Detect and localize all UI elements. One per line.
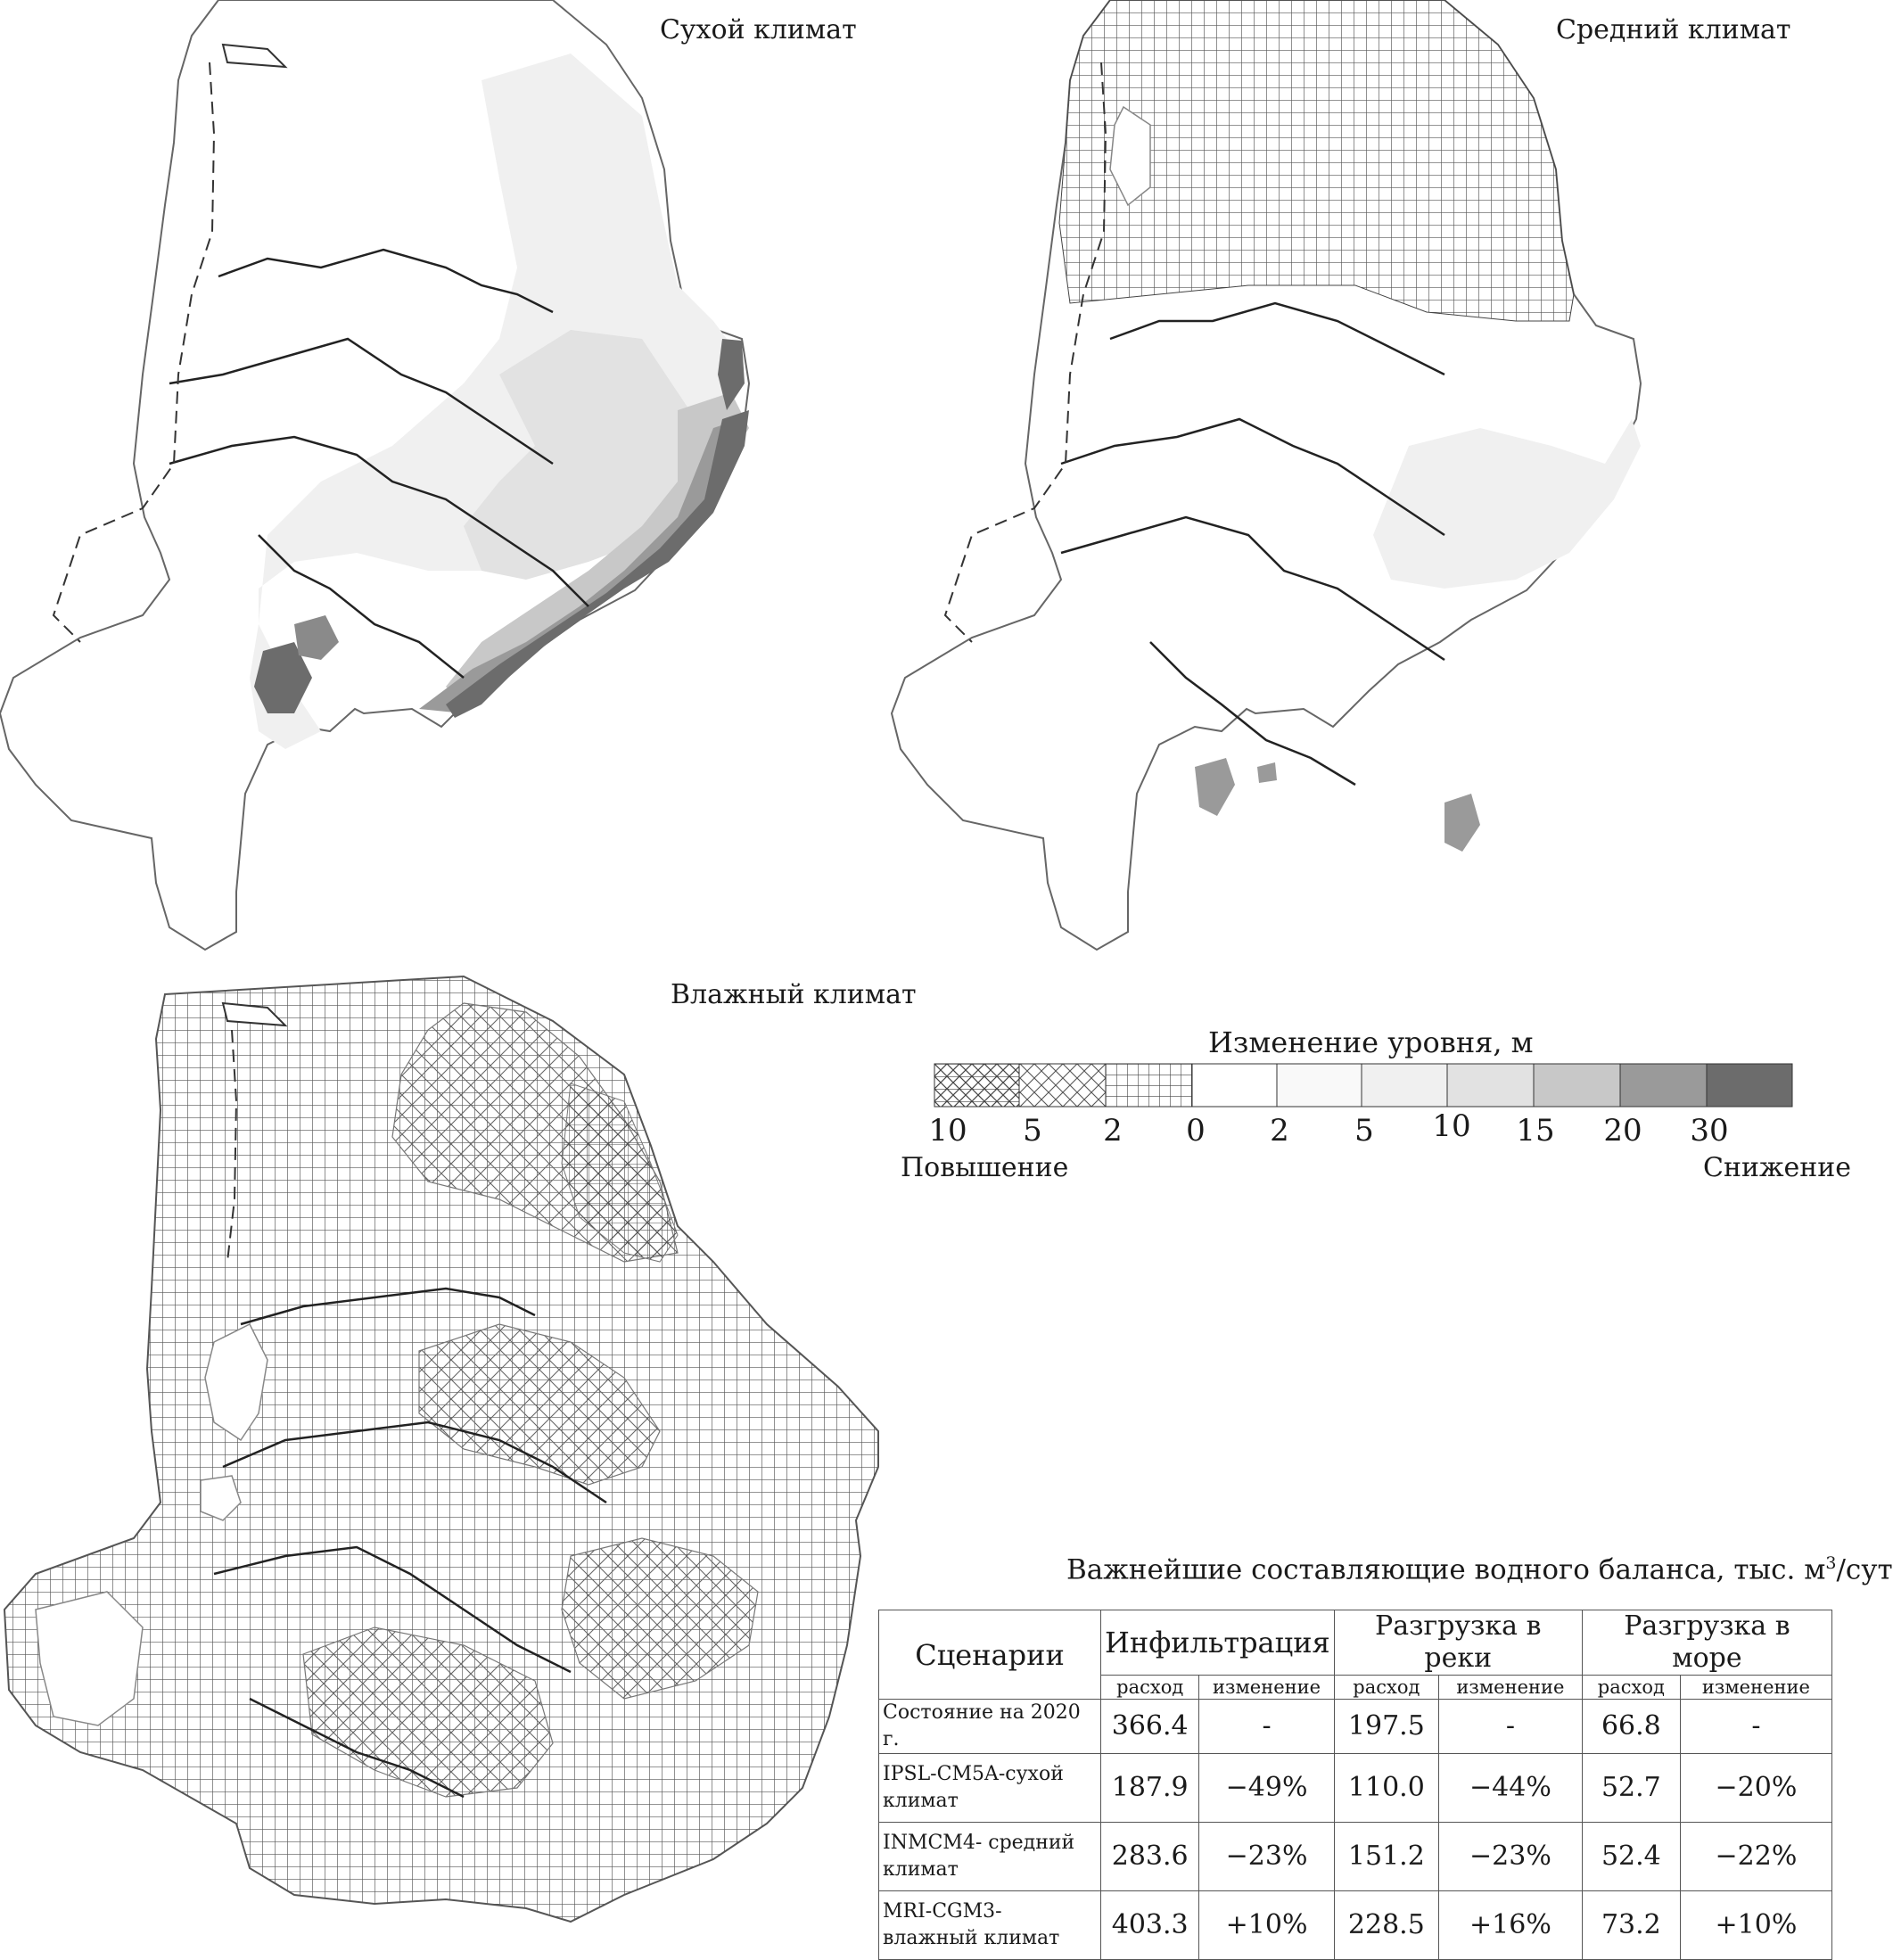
- sea-flow: 66.8: [1582, 1700, 1680, 1754]
- table-header-row: [879, 1610, 1832, 1676]
- infiltration-change: -: [1199, 1700, 1334, 1754]
- river-change: -: [1439, 1700, 1583, 1754]
- scenario-name: Состояние на 2020 г.: [879, 1700, 1101, 1754]
- infiltration-change: −23%: [1199, 1823, 1334, 1891]
- wet-climate-map: [4, 976, 878, 1922]
- river-change: +16%: [1439, 1891, 1583, 1960]
- medium-climate-map: [892, 0, 1641, 950]
- legend-rise-0-2: [1106, 1064, 1192, 1107]
- scenario-name: INMCM4- средний климат: [879, 1823, 1101, 1891]
- legend-tick: 10: [1432, 1108, 1471, 1144]
- scenario-name: IPSL-CM5A-сухой климат: [879, 1754, 1101, 1823]
- subheader-flow: расход: [1582, 1676, 1680, 1700]
- sea-change: +10%: [1680, 1891, 1831, 1960]
- infiltration-change: −49%: [1199, 1754, 1334, 1823]
- legend-drop-20-30: [1620, 1064, 1707, 1107]
- legend-color-bar: [934, 1064, 1799, 1108]
- legend-drop-15-20: [1534, 1064, 1620, 1107]
- legend-tick: 0: [1186, 1113, 1206, 1149]
- river-change: −23%: [1439, 1823, 1583, 1891]
- legend-tick: 15: [1516, 1113, 1555, 1149]
- table-title-sup: 3: [1825, 1553, 1837, 1573]
- dry-climate-map: [0, 0, 749, 950]
- subheader-change: изменение: [1439, 1676, 1583, 1700]
- medium-map-title: Средний климат: [1556, 14, 1791, 45]
- legend-tick: 5: [1023, 1113, 1042, 1149]
- wet-map-title: Влажный климат: [671, 979, 917, 1010]
- subheader-change: изменение: [1680, 1676, 1831, 1700]
- subheader-flow: расход: [1101, 1676, 1199, 1700]
- scenario-name: MRI-CGM3-влажный климат: [879, 1891, 1101, 1960]
- infiltration-change: +10%: [1199, 1891, 1334, 1960]
- river-flow: 197.5: [1334, 1700, 1438, 1754]
- table-row: [879, 1823, 1832, 1891]
- legend-tick: 10: [928, 1113, 967, 1149]
- river-flow: 110.0: [1334, 1754, 1438, 1823]
- table-row: [879, 1700, 1832, 1754]
- infiltration-flow: 187.9: [1101, 1754, 1199, 1823]
- infiltration-flow: 283.6: [1101, 1823, 1199, 1891]
- sea-change: -: [1680, 1700, 1831, 1754]
- sea-change: −20%: [1680, 1754, 1831, 1823]
- legend-title: Изменение уровня, м: [1208, 1025, 1534, 1059]
- table-title-text: Важнейшие составляющие водного баланса, тыс. м: [1066, 1553, 1826, 1586]
- table-row: [879, 1891, 1832, 1960]
- legend-rise-2-5: [1019, 1064, 1106, 1107]
- river-change: −44%: [1439, 1754, 1583, 1823]
- legend-tick: 30: [1690, 1113, 1729, 1149]
- zone-drop-15-20-b: [1444, 794, 1480, 852]
- river-flow: 228.5: [1334, 1891, 1438, 1960]
- header-river: Разгрузка в реки: [1334, 1610, 1582, 1676]
- legend-rise-label: Повышение: [901, 1152, 1069, 1183]
- table-row: [879, 1754, 1832, 1823]
- header-infiltration: Инфильтрация: [1101, 1610, 1335, 1676]
- table-title-suffix: /сут: [1836, 1553, 1893, 1586]
- legend-tick: 5: [1354, 1113, 1374, 1149]
- water-balance-table: [878, 1610, 1832, 1960]
- legend-drop-2-5: [1277, 1064, 1362, 1107]
- legend-tick: 20: [1603, 1113, 1642, 1149]
- subheader-change: изменение: [1199, 1676, 1334, 1700]
- river-flow: 151.2: [1334, 1823, 1438, 1891]
- table-title: [1066, 1553, 1893, 1585]
- infiltration-flow: 366.4: [1101, 1700, 1199, 1754]
- legend-drop-30: [1707, 1064, 1792, 1107]
- legend-rise-5-10: [934, 1064, 1019, 1107]
- sea-flow: 52.7: [1582, 1754, 1680, 1823]
- sea-flow: 73.2: [1582, 1891, 1680, 1960]
- legend-drop-0-2: [1192, 1064, 1277, 1107]
- sea-change: −22%: [1680, 1823, 1831, 1891]
- legend-drop-5-10: [1362, 1064, 1447, 1107]
- legend-drop-10-15: [1447, 1064, 1534, 1107]
- legend-drop-label: Снижение: [1703, 1152, 1852, 1183]
- header-sea: Разгрузка в море: [1582, 1610, 1831, 1676]
- zone-drop-15-20-c: [1257, 762, 1277, 783]
- sea-flow: 52.4: [1582, 1823, 1680, 1891]
- zone-drop-15-20-a: [1195, 758, 1235, 816]
- infiltration-flow: 403.3: [1101, 1891, 1199, 1960]
- header-scenarios: Сценарии: [879, 1610, 1101, 1700]
- legend-tick: 2: [1270, 1113, 1289, 1149]
- legend-tick: 2: [1103, 1113, 1123, 1149]
- subheader-flow: расход: [1334, 1676, 1438, 1700]
- dry-map-title: Сухой климат: [660, 14, 857, 45]
